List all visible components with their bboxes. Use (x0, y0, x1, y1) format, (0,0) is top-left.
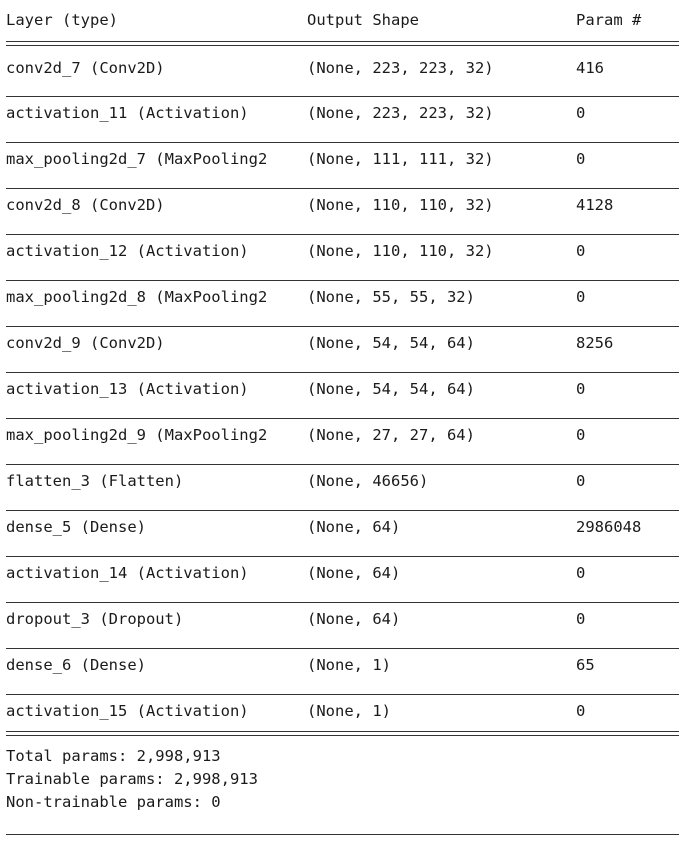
non-trainable-params: Non-trainable params: 0 (6, 793, 221, 811)
layer-name-cell: max_pooling2d_9 (MaxPooling2 (6, 426, 268, 444)
output-shape-cell: (None, 110, 110, 32) (307, 196, 494, 214)
row-divider (6, 280, 679, 281)
header-param-count: Param # (576, 11, 642, 29)
row-divider (6, 372, 679, 373)
layer-name-cell: max_pooling2d_7 (MaxPooling2 (6, 150, 268, 168)
layer-name-cell: max_pooling2d_8 (MaxPooling2 (6, 288, 268, 306)
trainable-params: Trainable params: 2,998,913 (6, 770, 258, 788)
layer-name-cell: dropout_3 (Dropout) (6, 610, 184, 628)
param-count-cell: 2986048 (576, 518, 642, 536)
layer-name-cell: activation_15 (Activation) (6, 702, 249, 720)
output-shape-cell: (None, 110, 110, 32) (307, 242, 494, 260)
row-divider (6, 188, 679, 189)
layer-name-cell: activation_14 (Activation) (6, 564, 249, 582)
param-count-cell: 0 (576, 288, 586, 306)
output-shape-cell: (None, 46656) (307, 472, 429, 490)
param-count-cell: 0 (576, 472, 586, 490)
header-output-shape: Output Shape (307, 11, 419, 29)
param-count-cell: 0 (576, 380, 586, 398)
totals-double-rule (6, 731, 679, 736)
param-count-cell: 0 (576, 610, 586, 628)
param-count-cell: 0 (576, 242, 586, 260)
output-shape-cell: (None, 64) (307, 610, 401, 628)
header-layer-type: Layer (type) (6, 11, 118, 29)
layer-name-cell: conv2d_9 (Conv2D) (6, 334, 165, 352)
param-count-cell: 0 (576, 702, 586, 720)
layer-name-cell: activation_12 (Activation) (6, 242, 249, 260)
layer-name-cell: dense_6 (Dense) (6, 656, 146, 674)
row-divider (6, 648, 679, 649)
output-shape-cell: (None, 64) (307, 564, 401, 582)
row-divider (6, 556, 679, 557)
output-shape-cell: (None, 27, 27, 64) (307, 426, 475, 444)
output-shape-cell: (None, 111, 111, 32) (307, 150, 494, 168)
row-divider (6, 694, 679, 695)
row-divider (6, 510, 679, 511)
output-shape-cell: (None, 223, 223, 32) (307, 59, 494, 77)
output-shape-cell: (None, 1) (307, 702, 391, 720)
layer-name-cell: activation_11 (Activation) (6, 104, 249, 122)
row-divider (6, 96, 679, 97)
total-params: Total params: 2,998,913 (6, 747, 221, 765)
output-shape-cell: (None, 64) (307, 518, 401, 536)
output-shape-cell: (None, 1) (307, 656, 391, 674)
row-divider (6, 142, 679, 143)
row-divider (6, 602, 679, 603)
layer-name-cell: conv2d_7 (Conv2D) (6, 59, 165, 77)
layer-name-cell: conv2d_8 (Conv2D) (6, 196, 165, 214)
output-shape-cell: (None, 223, 223, 32) (307, 104, 494, 122)
footer-rule (6, 834, 679, 835)
row-divider (6, 464, 679, 465)
param-count-cell: 8256 (576, 334, 614, 352)
header-double-rule (6, 41, 679, 46)
row-divider (6, 326, 679, 327)
param-count-cell: 0 (576, 150, 586, 168)
param-count-cell: 0 (576, 564, 586, 582)
row-divider (6, 418, 679, 419)
param-count-cell: 65 (576, 656, 595, 674)
param-count-cell: 0 (576, 426, 586, 444)
output-shape-cell: (None, 54, 54, 64) (307, 380, 475, 398)
layer-name-cell: activation_13 (Activation) (6, 380, 249, 398)
param-count-cell: 416 (576, 59, 604, 77)
layer-name-cell: dense_5 (Dense) (6, 518, 146, 536)
output-shape-cell: (None, 54, 54, 64) (307, 334, 475, 352)
row-divider (6, 234, 679, 235)
output-shape-cell: (None, 55, 55, 32) (307, 288, 475, 306)
layer-name-cell: flatten_3 (Flatten) (6, 472, 184, 490)
param-count-cell: 0 (576, 104, 586, 122)
param-count-cell: 4128 (576, 196, 614, 214)
